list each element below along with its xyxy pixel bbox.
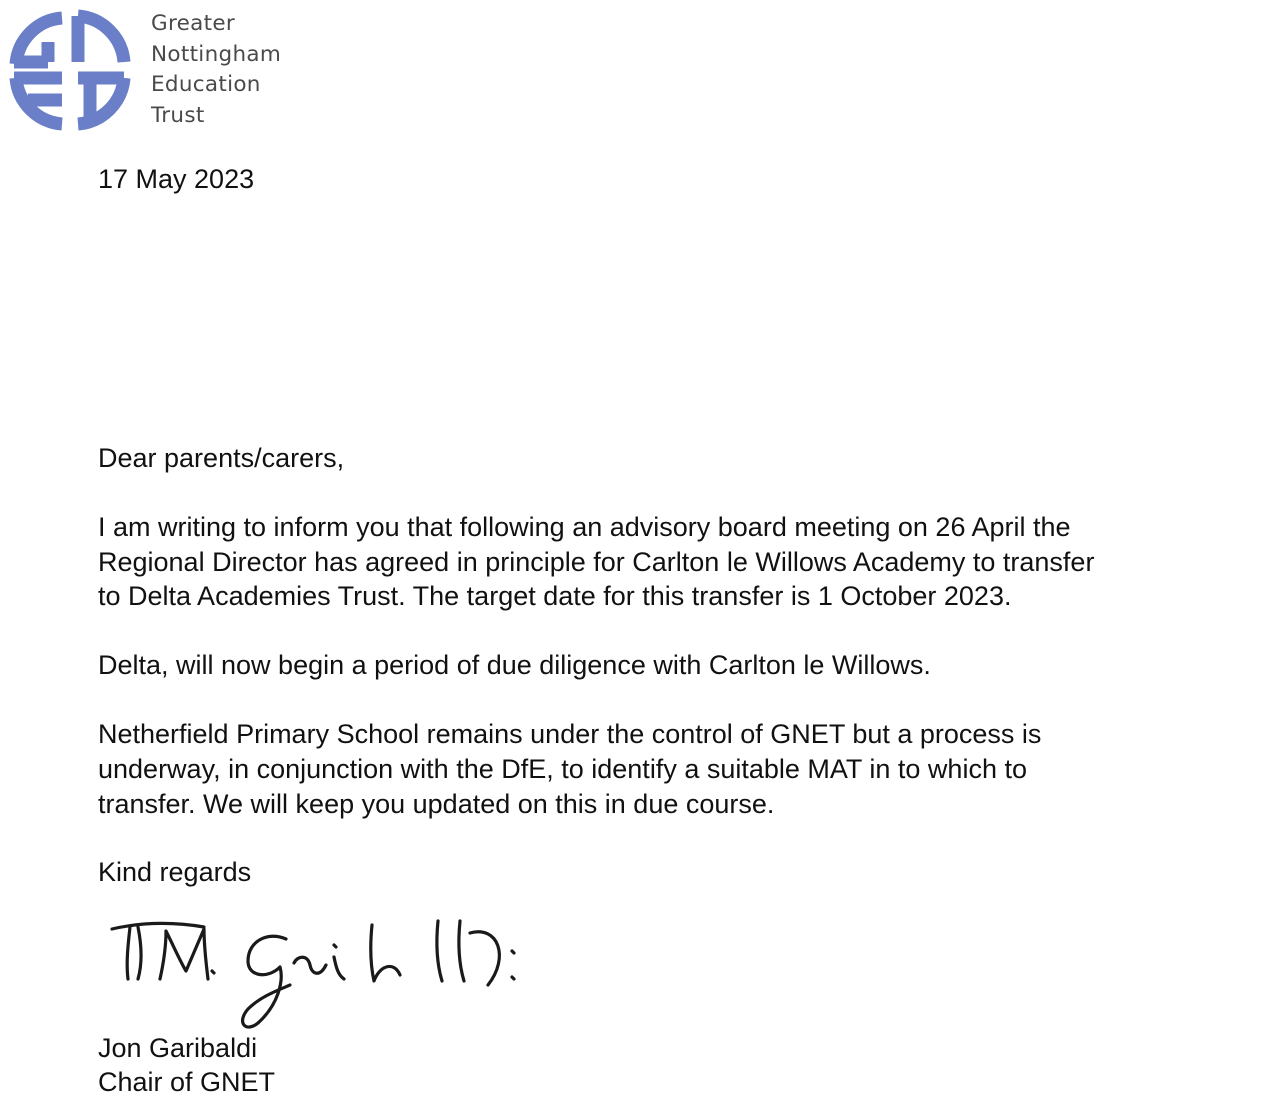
paragraph-line: Netherfield Primary School remains under the control of GNET but a process is	[98, 718, 1042, 749]
paragraph-line: Delta, will now begin a period of due diligence with Carlton le Willows.	[98, 650, 931, 681]
gnet-logo-mark	[8, 8, 132, 132]
paragraph-due-diligence	[98, 648, 1258, 683]
signer-name: Jon Garibaldi	[98, 1033, 258, 1063]
organisation-name-line: Nottingham	[151, 41, 282, 67]
paragraph-line: Regional Director has agreed in principle for Carlton le Willows Academy to transfer	[98, 546, 1095, 577]
gnet-logo	[8, 8, 132, 132]
organisation-name	[151, 9, 281, 131]
paragraph-netherfield	[98, 717, 1258, 821]
paragraph-transfer	[98, 510, 1258, 614]
letter-date: 17 May 2023	[98, 164, 255, 194]
signature-drawing	[108, 905, 538, 1035]
paragraph-line: I am writing to inform you that following an advisory board meeting on 26 April the	[98, 511, 1071, 542]
signer-block	[98, 1031, 275, 1099]
organisation-name-line: Greater	[151, 11, 236, 36]
signer-title: Chair of GNET	[98, 1067, 276, 1097]
salutation: Dear parents/carers,	[98, 443, 345, 473]
paragraph-line: underway, in conjunction with the DfE, to identify a suitable MAT in to which to	[98, 753, 1027, 784]
paragraph-line: transfer. We will keep you updated on this in due course.	[98, 788, 775, 819]
organisation-name-line: Education	[151, 72, 261, 97]
handwritten-signature	[108, 905, 538, 1035]
letter-body	[98, 441, 1258, 890]
closing: Kind regards	[98, 857, 252, 888]
paragraph-line: to Delta Academies Trust. The target date for this transfer is 1 October 2023.	[98, 581, 1012, 612]
organisation-name-line: Trust	[151, 102, 205, 128]
